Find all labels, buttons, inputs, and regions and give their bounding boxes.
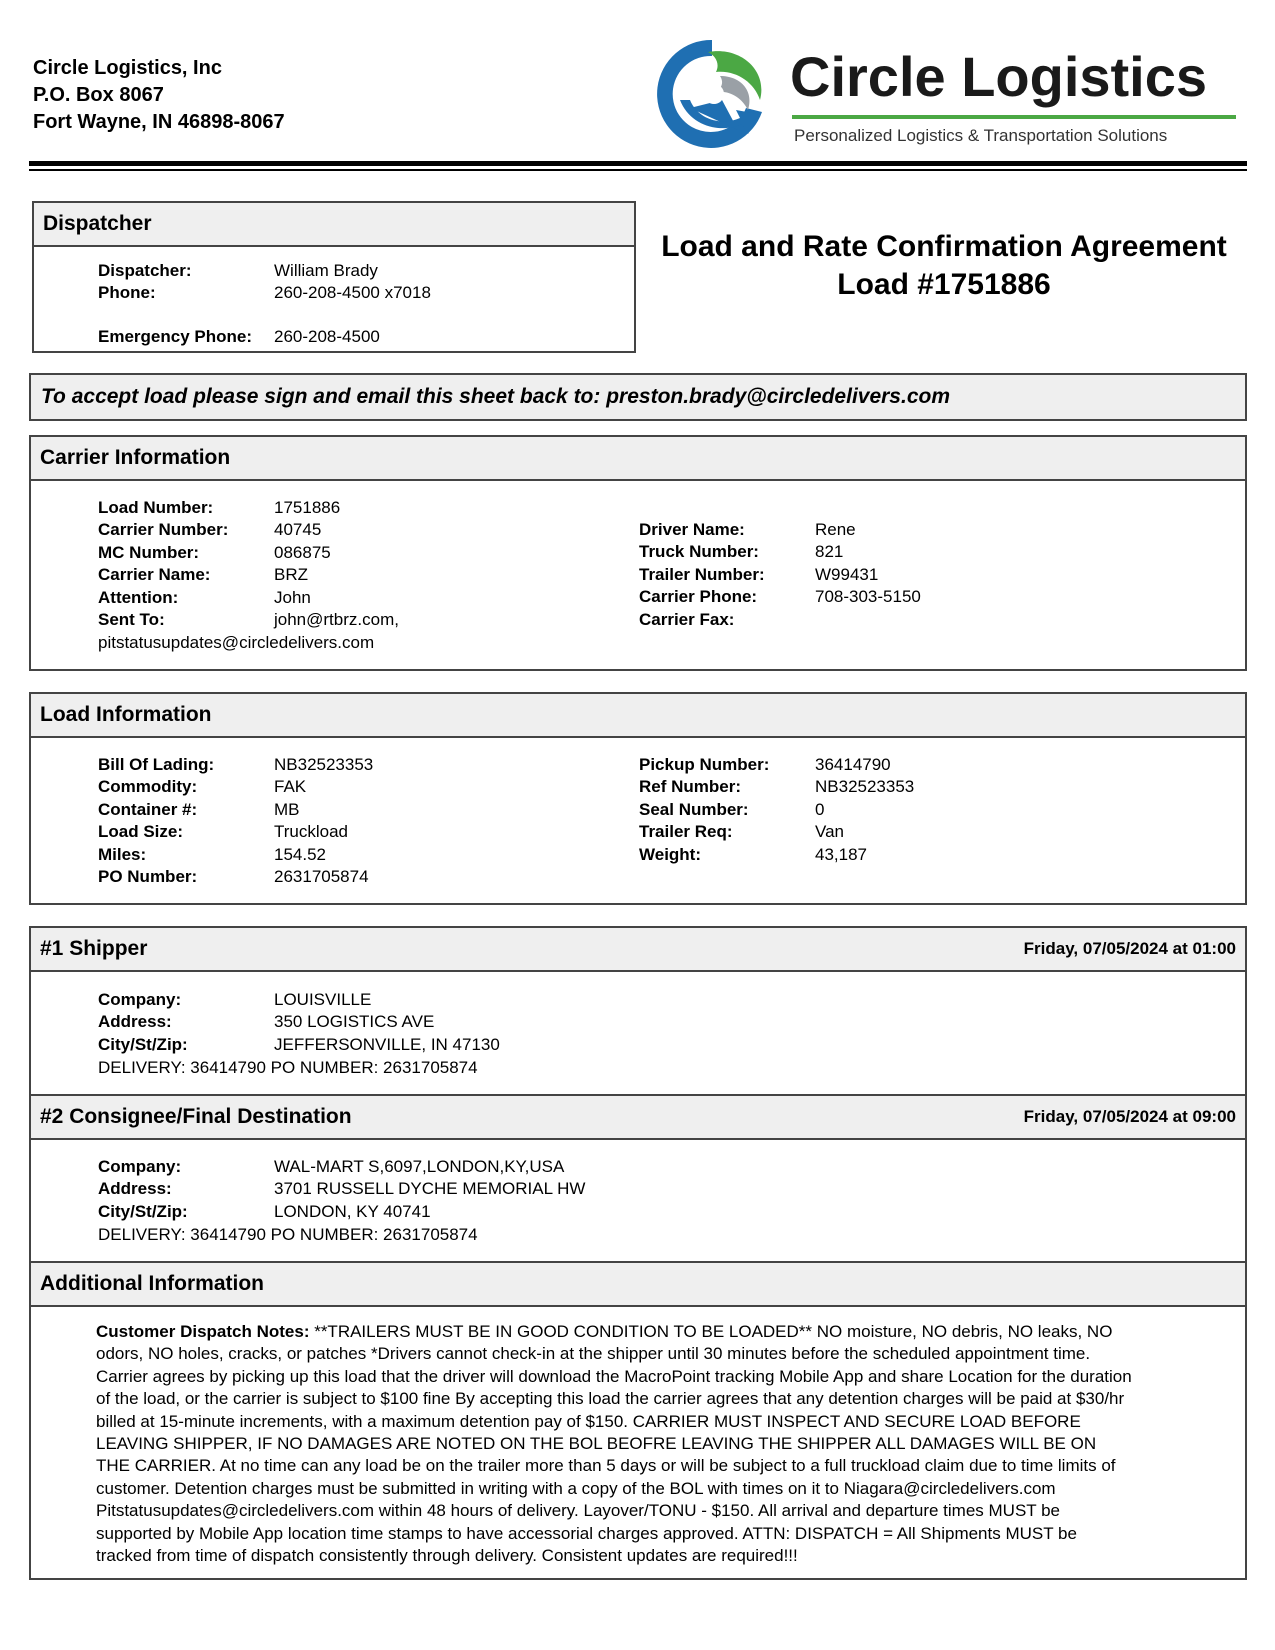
company-logo — [650, 30, 1250, 160]
notes-line: tracked from time of dispatch consistently through delivery. Consistent updates are required!!! — [96, 1546, 798, 1566]
field-label: Carrier Name: — [98, 565, 211, 585]
additional-heading-text: Additional Information — [40, 1272, 264, 1295]
field-label: Trailer Number: — [639, 564, 765, 584]
company-address-line1: P.O. Box 8067 — [33, 84, 164, 106]
field-value: W99431 — [815, 564, 879, 584]
field-label: Carrier Number: — [98, 520, 229, 540]
field-label: Company: — [98, 1157, 182, 1176]
additional-heading — [31, 1261, 1245, 1307]
header-divider — [29, 161, 1247, 166]
field-value: NB32523353 — [815, 777, 915, 797]
field-label: Address: — [98, 1179, 172, 1199]
field-label: Load Number: — [98, 498, 214, 517]
carrier-heading — [31, 437, 1245, 481]
notes-line: Carrier agrees by picking up this load that the driver will download the MacroPoint tracking Mobile App and share Location for the duration — [96, 1366, 1132, 1386]
consignee-heading-text: #2 Consignee/Final Destination — [40, 1105, 352, 1128]
customer-dispatch-notes — [96, 1321, 1236, 1567]
field-label: Container #: — [98, 799, 198, 819]
field-value: Van — [815, 822, 844, 842]
field-value: Truckload — [274, 822, 349, 842]
field-value: JEFFERSONVILLE, IN 47130 — [274, 1034, 500, 1054]
notes-lines — [96, 1321, 1236, 1567]
shipper-date: Friday, 07/05/2024 at 01:00 — [1023, 939, 1236, 958]
logo-tagline: Personalized Logistics & Transportation Solutions — [794, 126, 1168, 145]
field-label: Seal Number: — [639, 799, 749, 819]
field-label: Bill Of Lading: — [98, 755, 215, 774]
document-title — [640, 228, 1248, 304]
company-name: Circle Logistics, Inc — [33, 57, 222, 79]
notes-line: Pitstatusupdates@circledelivers.com within 48 hours of delivery. Layover/TONU - $150. All arrival and departure times MUST be — [96, 1501, 1061, 1521]
field-label: Weight: — [639, 844, 702, 864]
field-value: John — [274, 587, 311, 607]
company-address-line2: Fort Wayne, IN 46898-8067 — [33, 111, 285, 133]
notes-line — [96, 1321, 1236, 1343]
field-label: Company: — [98, 990, 182, 1009]
field-label: PO Number: — [98, 867, 198, 886]
shipper-heading — [31, 928, 1245, 972]
field-label: Carrier Fax: — [639, 609, 735, 629]
field-value: 3701 RUSSELL DYCHE MEMORIAL HW — [274, 1179, 586, 1199]
field-value: NB32523353 — [274, 755, 374, 774]
field-label: Sent To: — [98, 610, 165, 629]
load-heading-text: Load Information — [40, 703, 212, 726]
field-value: 086875 — [274, 542, 331, 562]
field-label: Attention: — [98, 587, 179, 607]
shipper-note: DELIVERY: 36414790 PO NUMBER: 2631705874 — [98, 1058, 478, 1077]
field-value: 0 — [815, 799, 825, 819]
field-value: john@rtbrz.com, — [274, 610, 399, 629]
field-value: 821 — [815, 542, 844, 562]
logo-wordmark: Circle Logistics — [790, 45, 1208, 108]
consignee-note: DELIVERY: 36414790 PO NUMBER: 2631705874 — [98, 1225, 478, 1244]
field-label: City/St/Zip: — [98, 1034, 188, 1054]
field-value: 154.52 — [274, 844, 326, 864]
field-value: 1751886 — [274, 498, 341, 517]
load-panel — [29, 692, 1247, 905]
dispatcher-label: Dispatcher: — [98, 261, 192, 280]
phone-label: Phone: — [98, 283, 156, 302]
field-value: WAL-MART S,6097,LONDON,KY,USA — [274, 1157, 565, 1176]
field-label: Commodity: — [98, 777, 198, 797]
field-label: City/St/Zip: — [98, 1201, 188, 1221]
field-label: Ref Number: — [639, 777, 742, 797]
logo-underline — [792, 115, 1236, 119]
field-value: FAK — [274, 777, 307, 797]
dispatcher-heading-text: Dispatcher — [43, 212, 152, 235]
field-value: 350 LOGISTICS AVE — [274, 1012, 435, 1032]
field-label: Carrier Phone: — [639, 587, 758, 607]
field-value: BRZ — [274, 565, 308, 585]
dispatcher-heading — [34, 203, 634, 247]
field-value: MB — [274, 799, 300, 819]
field-label: Load Size: — [98, 822, 184, 842]
field-value: LOUISVILLE — [274, 990, 372, 1009]
field-label: MC Number: — [98, 542, 200, 562]
dispatcher-value: William Brady — [274, 261, 378, 280]
notes-line: billed at 15-minute increments, with a maximum detention pay of $150. CARRIER MUST INSPECT AND SECURE LOAD BEFORE — [96, 1411, 1081, 1431]
notes-line: THE CARRIER. At no time can any load be on the trailer more than 5 days or will be subject to a full truckload claim due to time limits of — [96, 1456, 1116, 1476]
field-label: Driver Name: — [639, 520, 745, 539]
field-label: Trailer Req: — [639, 822, 733, 842]
title-line1: Load and Rate Confirmation Agreement — [661, 230, 1227, 263]
company-address — [33, 55, 285, 136]
notes-line: supported by Mobile App location time stamps to have accessorial charges approved. ATTN: DISPATCH = All Shipments MUST be — [96, 1523, 1077, 1543]
field-value: Rene — [815, 520, 856, 539]
field-value: 2631705874 — [274, 867, 369, 886]
consignee-date: Friday, 07/05/2024 at 09:00 — [1023, 1107, 1236, 1126]
dispatcher-panel — [32, 201, 636, 353]
field-label: Miles: — [98, 844, 147, 864]
notes-line-text: **TRAILERS MUST BE IN GOOD CONDITION TO BE LOADED** NO moisture, NO debris, NO leaks, NO — [314, 1322, 1113, 1341]
title-line2: Load #1751886 — [837, 268, 1051, 301]
field-value: LONDON, KY 40741 — [274, 1201, 431, 1221]
emergency-phone-label: Emergency Phone: — [98, 327, 252, 346]
carrier-panel — [29, 435, 1247, 671]
notes-line: customer. Detention charges must be submitted in writing with a copy of the BOL with times on it to Niagara@circledelivers.com — [96, 1478, 1056, 1498]
field-label: Pickup Number: — [639, 755, 770, 774]
accept-notice: To accept load please sign and email this sheet back to: preston.brady@circledelivers.com — [29, 373, 1247, 421]
field-value: 708-303-5150 — [815, 587, 921, 607]
field-value: 36414790 — [815, 755, 891, 774]
field-label: Address: — [98, 1012, 172, 1032]
notes-line: of the load, or the carrier is subject to $100 fine By accepting this load the carrier agrees that any detention charges will be paid at $30/hr — [96, 1389, 1125, 1409]
notes-line: LEAVING SHIPPER, IF NO DAMAGES ARE NOTED ON THE BOL BEOFRE LEAVING THE SHIPPER ALL DAMAGES WILL BE ON — [96, 1434, 1097, 1454]
circle-logo-icon — [650, 30, 780, 155]
load-heading — [31, 694, 1245, 738]
phone-value: 260-208-4500 x7018 — [274, 283, 431, 302]
field-value: 40745 — [274, 520, 322, 540]
shipper-heading-text: #1 Shipper — [40, 937, 148, 960]
carrier-heading-text: Carrier Information — [40, 446, 231, 469]
notes-label: Customer Dispatch Notes: — [96, 1322, 315, 1341]
header-divider-thin — [29, 169, 1247, 171]
emergency-phone-value: 260-208-4500 — [274, 327, 380, 346]
notes-line: odors, NO holes, cracks, or patches *Drivers cannot check-in at the shipper until 30 minutes before the scheduled appointment time. — [96, 1344, 1091, 1364]
consignee-heading — [31, 1094, 1245, 1140]
field-label: Truck Number: — [639, 542, 759, 562]
sent-to-continued: pitstatusupdates@circledelivers.com — [98, 633, 375, 652]
field-value: 43,187 — [815, 844, 867, 864]
